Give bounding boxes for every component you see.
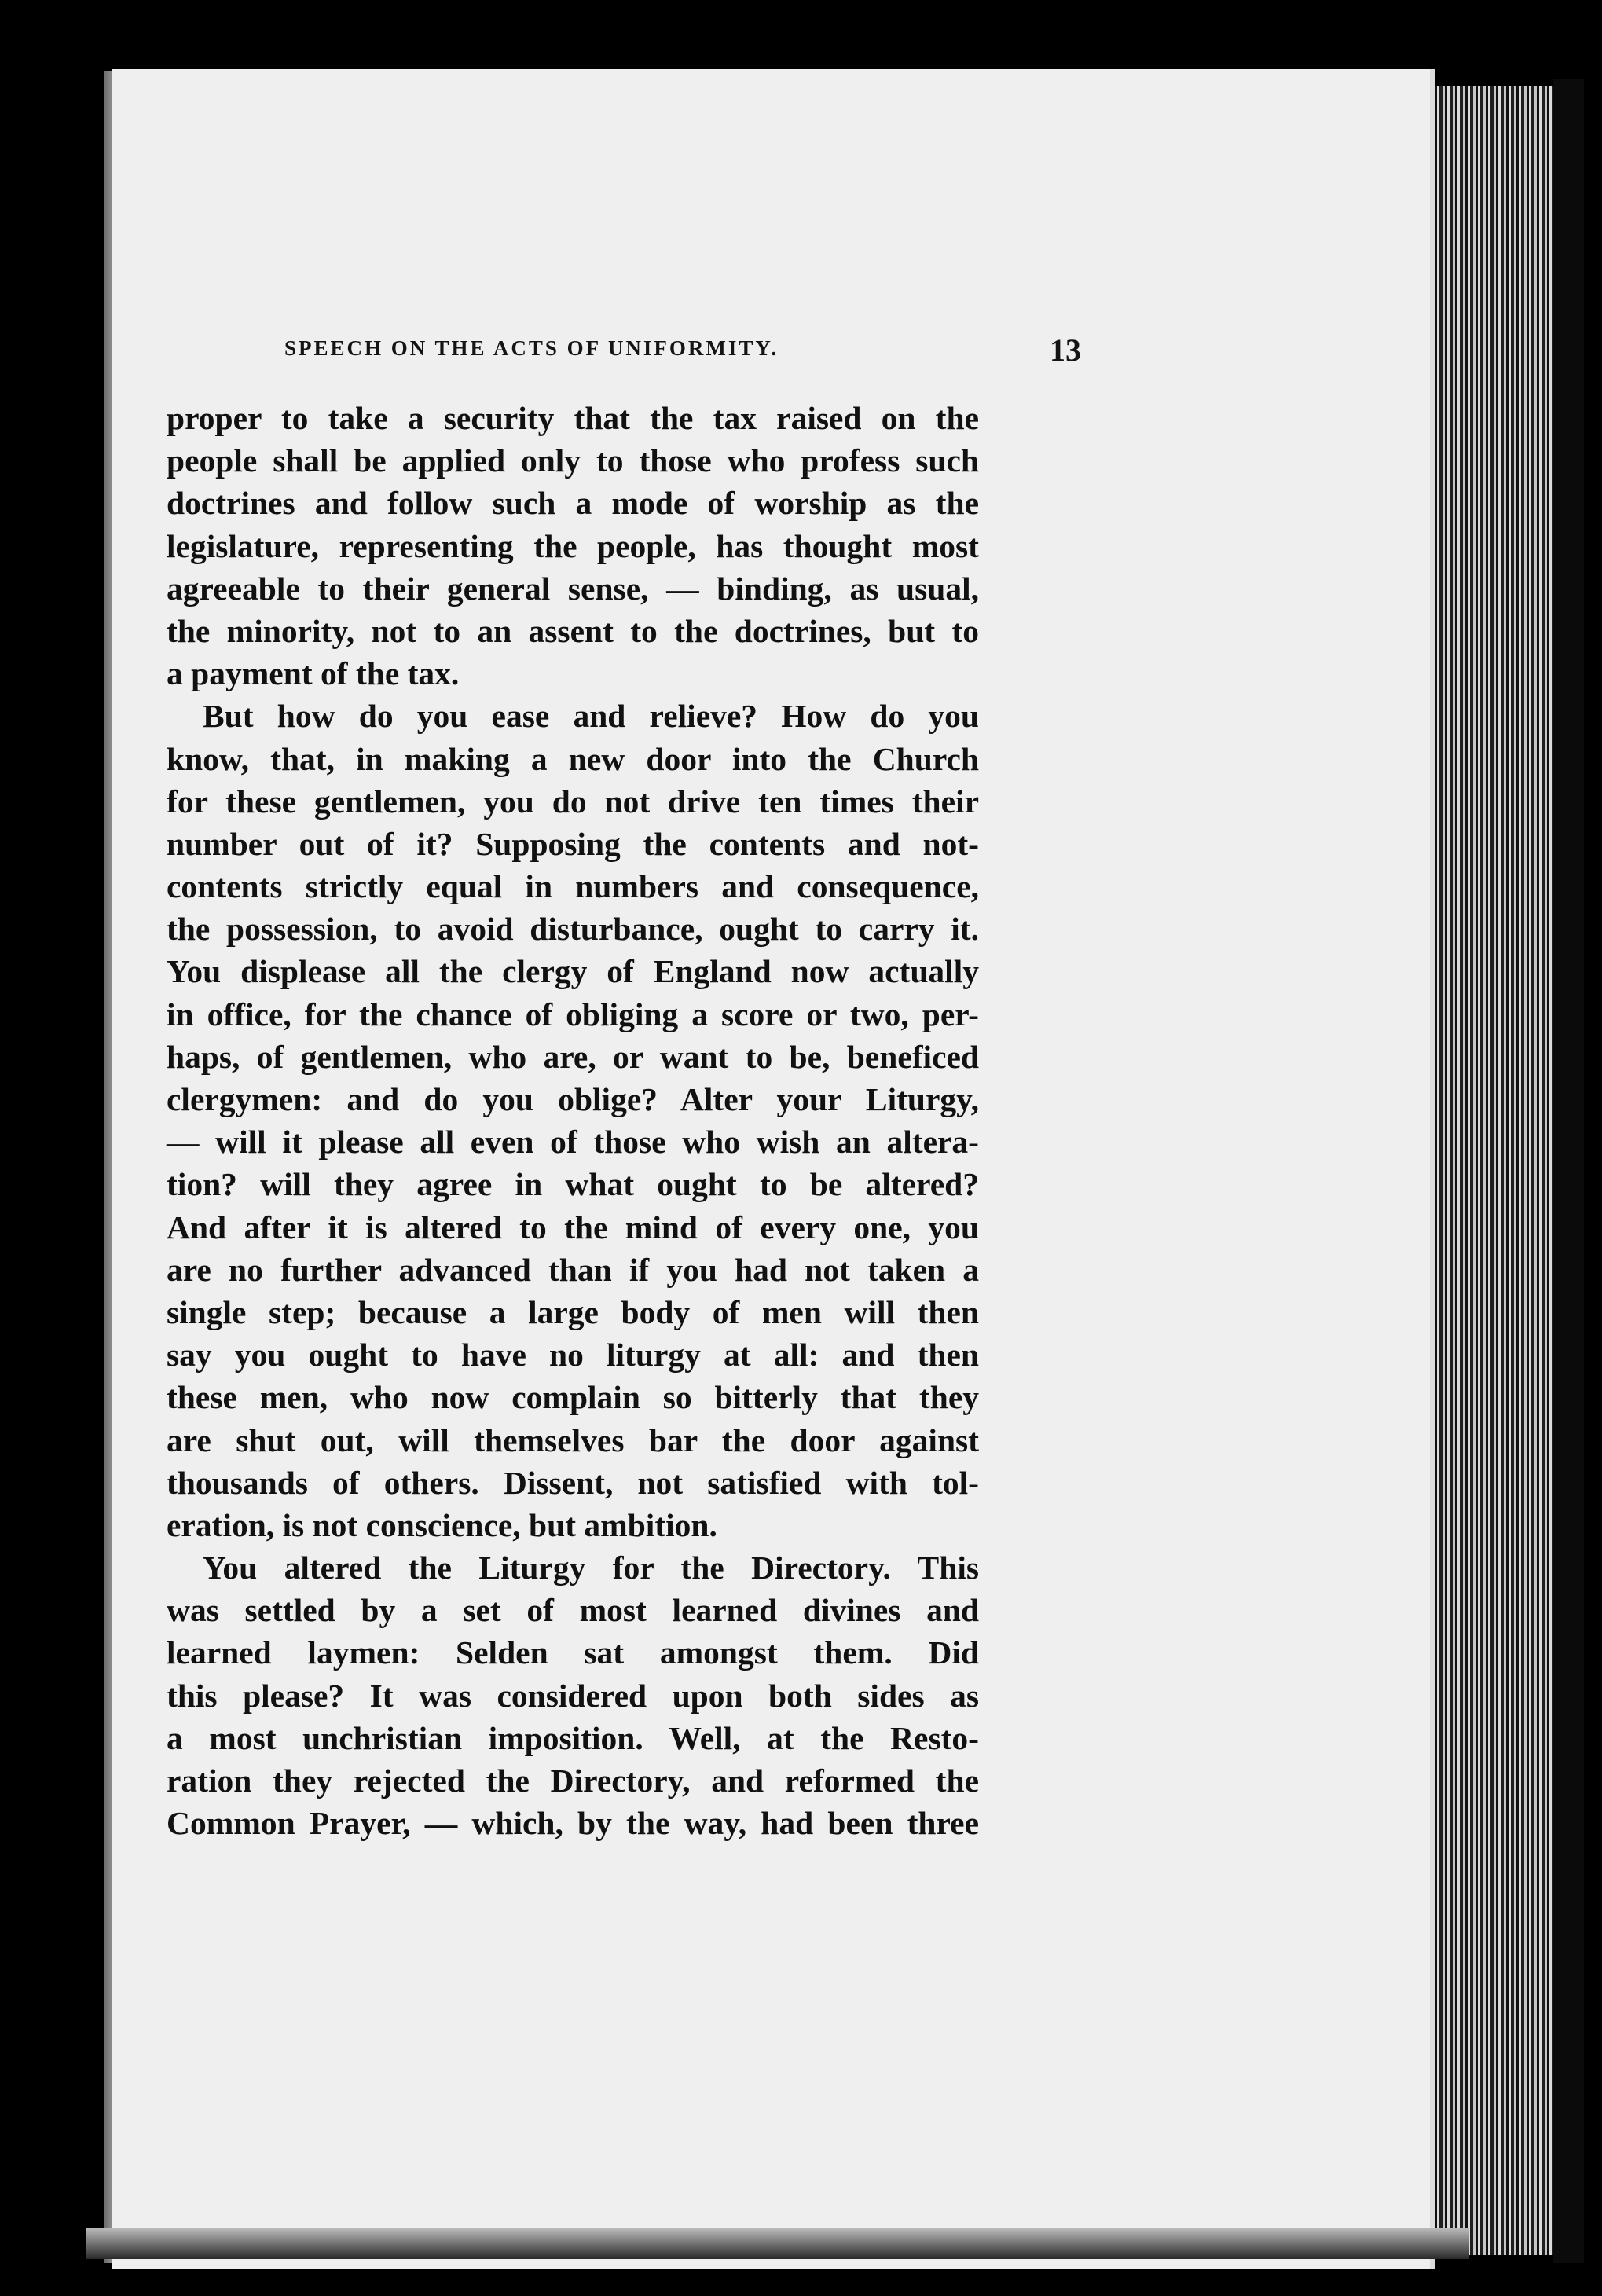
text-line: are no further advanced than if you had not taken a: [167, 1251, 979, 1288]
text-line: haps, of gentlemen, who are, or want to be, beneficed: [167, 1038, 979, 1075]
page-bottom-edge: [86, 2228, 1469, 2259]
text-line: was settled by a set of most learned divines and: [167, 1592, 979, 1629]
text-line: thousands of others. Dissent, not satisfied with tol-: [167, 1464, 979, 1501]
text-line: doctrines and follow such a mode of worship as the: [167, 485, 979, 522]
text-line: people shall be applied only to those who profess such: [167, 442, 979, 479]
text-line: contents strictly equal in numbers and consequence,: [167, 868, 979, 905]
text-line: And after it is altered to the mind of every one, you: [167, 1209, 979, 1245]
text-line: You displease all the clergy of England now actually: [167, 953, 979, 990]
text-line: learned laymen: Selden sat amongst them. Did: [167, 1634, 979, 1671]
running-head: [0, 332, 1602, 383]
text-line: the minority, not to an assent to the doctrines, but to: [167, 612, 979, 649]
text-line: say you ought to have no liturgy at all: and then: [167, 1337, 979, 1374]
running-head-title: SPEECH ON THE ACTS OF UNIFORMITY.: [284, 336, 779, 360]
text-line: But how do you ease and relieve? How do you: [203, 698, 979, 735]
text-line: eration, is not conscience, but ambition.: [167, 1506, 717, 1543]
text-line: number out of it? Supposing the contents and not-: [167, 825, 979, 862]
paragraph: [167, 397, 979, 695]
text-line: this please? It was considered upon both sides as: [167, 1677, 979, 1714]
page-number: 13: [1050, 332, 1081, 368]
body-text: [167, 397, 979, 1844]
text-line: tion? will they agree in what ought to be altered?: [167, 1166, 979, 1203]
page-fore-edge: [1435, 86, 1553, 2255]
text-line: clergymen: and do you oblige? Alter your Liturgy,: [167, 1081, 979, 1117]
text-line: single step; because a large body of men will then: [167, 1293, 979, 1330]
text-line: Common Prayer, — which, by the way, had been three: [167, 1805, 979, 1842]
text-line: You altered the Liturgy for the Directory. This: [203, 1550, 979, 1586]
text-line: for these gentlemen, you do not drive ten times their: [167, 783, 979, 820]
text-line: in office, for the chance of obliging a score or two, per-: [167, 996, 979, 1032]
text-line: a most unchristian imposition. Well, at the Resto-: [167, 1719, 979, 1756]
paragraph: [167, 695, 979, 1546]
text-line: proper to take a security that the tax raised on the: [167, 400, 979, 436]
text-line: legislature, representing the people, has thought most: [167, 527, 979, 564]
text-line: the possession, to avoid disturbance, ought to carry it.: [167, 911, 979, 948]
text-line: are shut out, will themselves bar the door against: [167, 1421, 979, 1458]
book-edge-shadow: [1553, 79, 1584, 2263]
text-line: know, that, in making a new door into the Church: [167, 740, 979, 777]
text-line: agreeable to their general sense, — binding, as usual,: [167, 570, 979, 607]
paragraph: [167, 1546, 979, 1844]
text-line: ration they rejected the Directory, and reformed the: [167, 1762, 979, 1799]
text-line: — will it please all even of those who wish an altera-: [167, 1124, 979, 1161]
text-line: these men, who now complain so bitterly that they: [167, 1379, 979, 1416]
text-line: a payment of the tax.: [167, 655, 460, 692]
